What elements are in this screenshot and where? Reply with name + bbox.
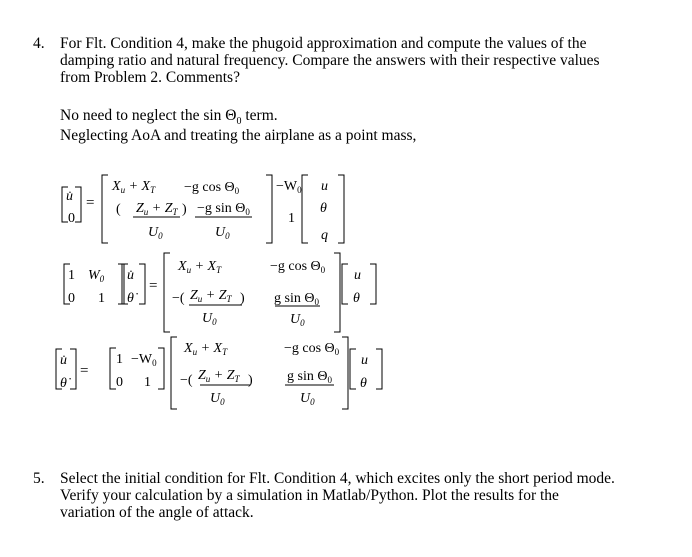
svg-text:0: 0 xyxy=(116,375,123,390)
svg-text:1: 1 xyxy=(144,375,151,390)
svg-text:−(: −( xyxy=(180,373,193,388)
svg-text:): ) xyxy=(240,291,245,306)
problem-4-line-2: damping ratio and natural frequency. Compare the answers with their respective values xyxy=(60,52,600,69)
svg-text:W0: $W_0$ xyxy=(88,268,105,284)
svg-text:U0: $U_0$ xyxy=(202,311,217,327)
svg-text:U0: $U_0$ xyxy=(148,225,163,241)
svg-text:θ̇: θ̇ xyxy=(127,291,134,306)
svg-text:Xu + XT: $X_u + X_T$ xyxy=(112,179,156,195)
svg-text:−g cos Θ0: −g $\cos \Theta_0$ xyxy=(284,341,340,357)
svg-text:θ̇: θ̇ xyxy=(60,376,67,391)
svg-text:−W0: $-W_0$ xyxy=(276,179,302,195)
svg-text:1: 1 xyxy=(116,352,123,367)
svg-text:Xu + XT: $X_u + X_T$ xyxy=(184,341,228,357)
svg-text:1: 1 xyxy=(68,268,75,283)
problem-5-line-3: variation of the angle of attack. xyxy=(60,504,254,521)
svg-text:−(: −( xyxy=(172,291,185,306)
problem-5-line-1: Select the initial condition for Flt. Condition 4, which excites only the short period mode. xyxy=(60,470,615,487)
svg-text:1: 1 xyxy=(98,291,105,306)
svg-text:U0: $U_0$ xyxy=(300,391,315,407)
svg-text:θ: θ xyxy=(320,201,327,216)
eq1-udot: u̇ xyxy=(66,189,73,204)
svg-text:Xu + XT: $X_u + X_T$ xyxy=(178,259,222,275)
note-neglect-aoa: Neglecting AoA and treating the airplane as a point mass, xyxy=(60,127,417,144)
svg-text:g sin Θ0: g $\sin \Theta_0$ xyxy=(274,291,319,307)
svg-text:Zu + ZT: $Z_u + Z_T$ xyxy=(136,201,178,217)
svg-text:u: u xyxy=(321,179,328,194)
svg-text:−g cos Θ0: −g $\cos \Theta_0$ xyxy=(270,259,326,275)
svg-text:1: 1 xyxy=(288,211,295,226)
problem-4-line-1: For Flt. Condition 4, make the phugoid approximation and compute the values of the xyxy=(60,35,587,52)
note-term-end: term. xyxy=(245,107,278,124)
svg-text:U0: $U_0$ xyxy=(215,225,230,241)
eq1-zero: 0 xyxy=(68,211,75,226)
note-sin-term: sin Θ xyxy=(203,107,237,124)
svg-text:−g cos Θ0: −g $\cos \Theta_0$ xyxy=(184,180,240,196)
svg-text:u̇: u̇ xyxy=(127,268,134,283)
note-no-neglect-text: No need to neglect the xyxy=(60,107,200,124)
svg-text:u: u xyxy=(354,268,361,283)
svg-text:(: ( xyxy=(116,202,121,217)
svg-text:0: 0 xyxy=(68,291,75,306)
svg-text:u̇: u̇ xyxy=(60,353,67,368)
problem-4-number: 4. xyxy=(33,35,45,52)
svg-text:U0: $U_0$ xyxy=(210,391,225,407)
svg-text:q: q xyxy=(321,228,328,243)
svg-text:=: = xyxy=(80,363,89,379)
svg-text:U0: $U_0$ xyxy=(290,312,305,328)
svg-text:Zu + ZT: $Z_u + Z_T$ xyxy=(198,368,240,384)
svg-text:Zu + ZT: $Z_u + Z_T$ xyxy=(190,288,232,304)
note-sin-sub: 0 xyxy=(236,116,242,128)
svg-text:u: u xyxy=(361,353,368,368)
svg-text:−g sin Θ0: −g $\sin \Theta_0$ xyxy=(197,201,250,217)
problem-5-number: 5. xyxy=(33,470,45,487)
svg-text:=: = xyxy=(86,195,95,211)
svg-text:): ) xyxy=(182,202,187,217)
svg-text:g sin Θ0: g $\sin \Theta_0$ xyxy=(287,369,332,385)
problem-4-line-3: from Problem 2. Comments? xyxy=(60,69,240,86)
svg-text:θ: θ xyxy=(353,291,360,306)
problem-5-line-2: Verify your calculation by a simulation in Matlab/Python. Plot the results for the xyxy=(60,487,559,504)
svg-text:−W0: $-W_0$ xyxy=(131,352,157,368)
svg-text:=: = xyxy=(149,278,158,294)
svg-text:): ) xyxy=(248,373,253,388)
svg-text:θ: θ xyxy=(360,376,367,391)
